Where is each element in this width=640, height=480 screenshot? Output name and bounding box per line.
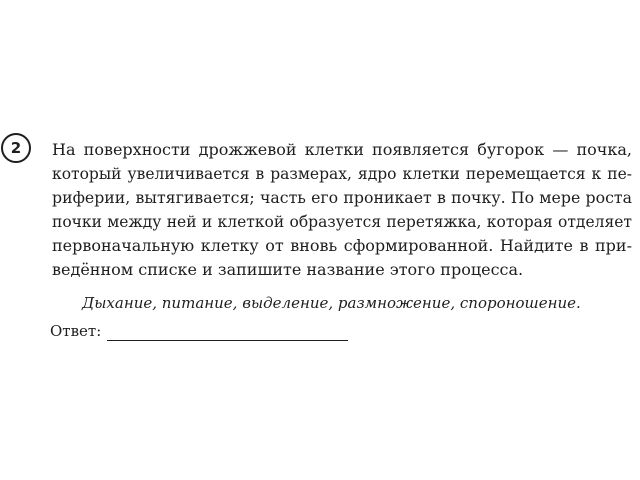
task-text-line: ведённом списке и запишите название этого процесса. (52, 260, 524, 279)
answer-options: Дыхание, питание, выделение, размножение, спороношение. (82, 294, 581, 312)
task-text-line: На поверхности дрожжевой клетки появляется бугорок — почка, (52, 140, 632, 159)
task-number-badge (1, 133, 31, 163)
task-text-line: почки между ней и клеткой образуется перетяжка, которая отделяет (52, 213, 632, 231)
task-text (52, 138, 632, 282)
task-number: 2 (10, 139, 22, 157)
task-text-line: риферии, вытягивается; часть его проникает в почку. По мере роста (52, 188, 632, 207)
task-text-line: который увеличивается в размерах, ядро клетки перемещается к пе- (52, 165, 632, 183)
answer-label: Ответ: (50, 322, 102, 340)
task-text-line: первоначальную клетку от вновь сформированной. Найдите в при- (52, 236, 632, 255)
answer-field[interactable] (107, 340, 348, 341)
